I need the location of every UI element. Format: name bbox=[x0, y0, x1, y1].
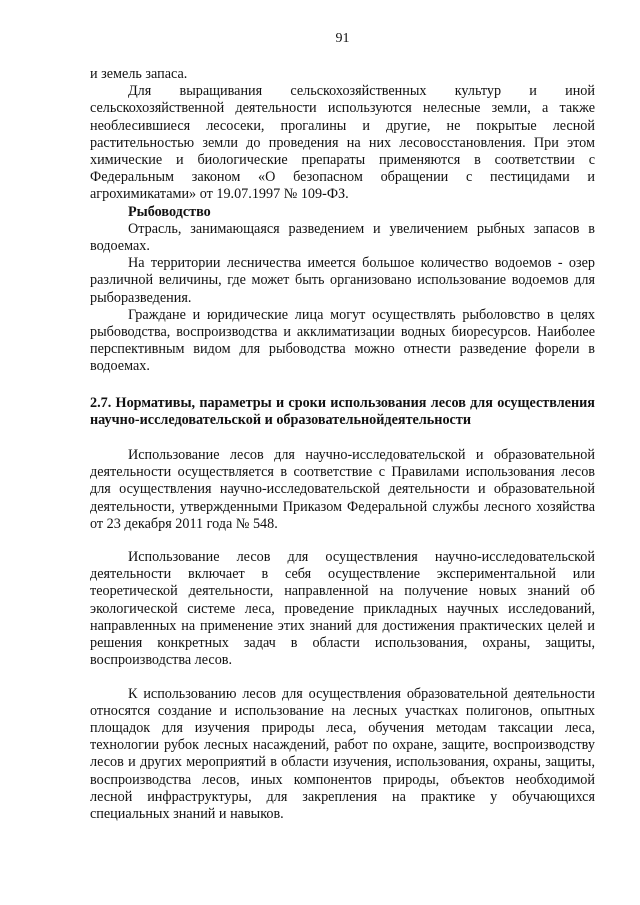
paragraph-continuation: и земель запаса. bbox=[90, 66, 188, 82]
page-number: 91 bbox=[335, 31, 350, 46]
document-page bbox=[90, 30, 595, 823]
paragraph-education-activity: К использованию лесов для осуществления образовательной деятельности относятся создание и использование на лесных участках полигонов, опытных площадок для изучения природы леса, обучения методам таксации леса, технологии рубок лесных насаждений, работ по охране, защите, воспроизводству лесов и других мероприятий в области изучения, использования, охраны, защиты, воспроизводства лесов, иных компонентов природы, объектов необходимой лесной инфраструктуры, для закрепления на практике у обучающихся специальных знаний и навыков. bbox=[90, 685, 595, 822]
paragraph-fishing-citizens: Граждане и юридические лица могут осуществлять рыболовство в целях рыбоводства, воспроизводства и акклиматизации водных биоресурсов. Наиболее перспективным видом для рыбоводства можно отнести разведение форели в водоемах. bbox=[90, 306, 595, 375]
section-heading-2-7: 2.7. Нормативы, параметры и сроки использования лесов для осуществления научно-исследовательской и образовательнойдеятельности bbox=[90, 394, 595, 428]
subheading-fishing: Рыбоводство bbox=[128, 203, 211, 220]
paragraph-research-rules: Использование лесов для научно-исследовательской и образовательной деятельности осуществляется в соответствие с Правилами использования лесов для осуществления научно-исследовательской деятельности и образовательной деятельности, утвержденными Приказом Федеральной службы лесного хозяйства от 23 декабря 2011 года № 548. bbox=[90, 447, 595, 532]
paragraph-gap bbox=[90, 670, 595, 686]
paragraph-agriculture: Для выращивания сельскохозяйственных культур и иной сельскохозяйственной деятельности используются нелесные земли, а также необлесившиеся лесосеки, прогалины и другие, не покрытые лесной растительностью земли до проведения на них лесовосстановления. При этом химические и биологические препараты применяются в соответствии с Федеральным законом «О безопасном обращении с пестицидами и агрохимикатами» от 19.07.1997 № 109-ФЗ. bbox=[90, 83, 595, 203]
paragraph-gap bbox=[90, 533, 595, 549]
paragraph-research-activity: Использование лесов для осуществления научно-исследовательской деятельности включает в себя осуществление экспериментальной или теоретической деятельности, направленной на получение новых знаний об экологической системе леса, проведение прикладных научных исследований, направленных на применение этих знаний для достижения практических целей и решения конкретных задач в области использования, охраны, защиты, воспроизводства лесов. bbox=[90, 549, 595, 669]
paragraph-fishing-definition: Отрасль, занимающаяся разведением и увеличением рыбных запасов в водоемах. bbox=[90, 220, 595, 255]
paragraph-fishing-lakes: На территории лесничества имеется большое количество водоемов - озер различной величины, где может быть организовано использование водоемов для рыборазведения. bbox=[90, 255, 595, 306]
